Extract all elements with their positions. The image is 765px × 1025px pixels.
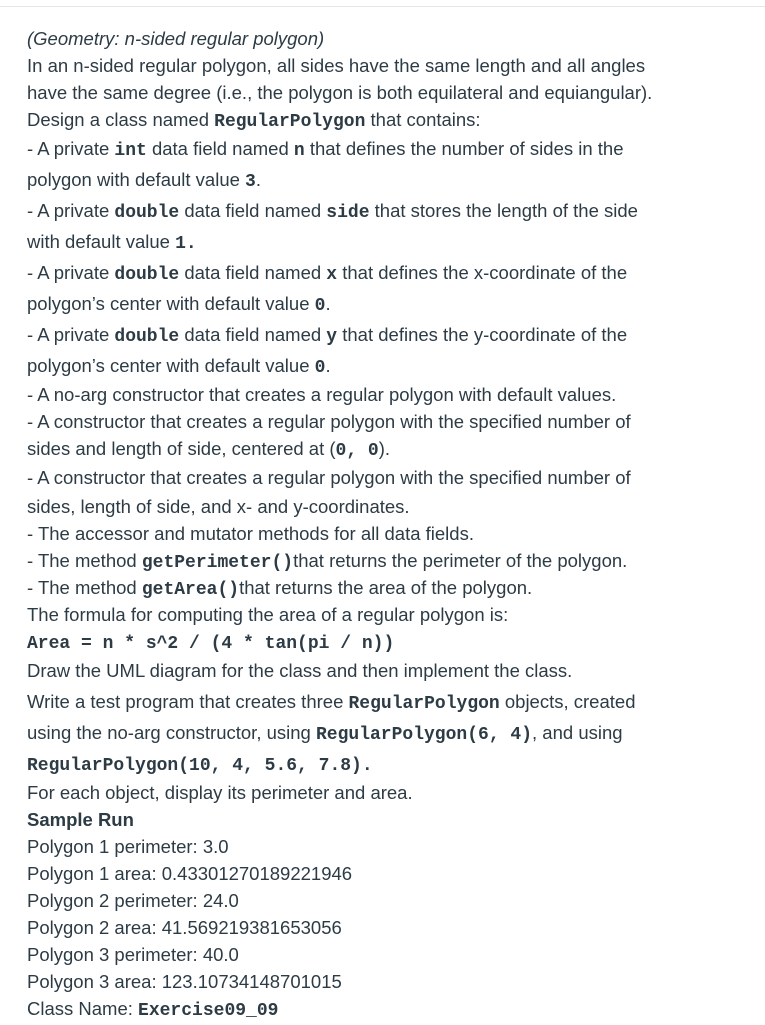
text: - A private (27, 262, 115, 283)
text: ). (378, 438, 391, 459)
constructor-3-line-1: - A constructor that creates a regular polygon with the specified number of (27, 467, 631, 488)
text: Write a test program that creates three (27, 691, 349, 712)
field-side-cont (27, 226, 747, 257)
text: , and using (532, 722, 623, 743)
text: that returns the perimeter of the polygon. (293, 550, 628, 571)
value-code: 1. (175, 234, 197, 254)
text: that defines the number of sides in the (304, 138, 624, 159)
value-code: 0 (314, 358, 326, 378)
value-code: 0 (314, 296, 326, 316)
sample-run-heading: Sample Run (27, 809, 134, 830)
sample-output-line: Polygon 1 perimeter: 3.0 (27, 836, 229, 857)
type-code: double (114, 265, 180, 285)
class-name-line (27, 995, 747, 1022)
text: data field named (179, 262, 327, 283)
text: polygon’s center with default value (27, 293, 315, 314)
formula-code: Area = n * s^2 / (4 * tan(pi / n)) (27, 634, 395, 654)
class-name-code: Exercise09_09 (138, 1001, 279, 1021)
field-n-cont (27, 164, 747, 195)
method-code: getArea() (141, 580, 240, 600)
exercise-document (27, 25, 747, 1022)
text: that defines the x-coordinate of the (337, 262, 628, 283)
field-code: side (326, 203, 370, 223)
constructor-3-line-2: sides, length of side, and x- and y-coordinates. (27, 496, 410, 517)
text: that stores the length of the side (369, 200, 638, 221)
text: - A private (27, 138, 115, 159)
display-line: For each object, display its perimeter and area. (27, 782, 413, 803)
text: that returns the area of the polygon. (239, 577, 533, 598)
test-line-2 (27, 717, 747, 748)
intro-line-1: In an n-sided regular polygon, all sides have the same length and all angles (27, 55, 646, 76)
field-code: y (326, 327, 338, 347)
constructor-call-code: RegularPolygon(10, 4, 5.6, 7.8). (27, 756, 373, 776)
method-code: getPerimeter() (141, 553, 294, 573)
field-x-cont (27, 288, 747, 319)
accessor-mutator-line: - The accessor and mutator methods for all data fields. (27, 523, 474, 544)
field-n-line (27, 133, 747, 164)
text: data field named (179, 324, 327, 345)
text: that contains: (365, 109, 481, 130)
class-name-code: RegularPolygon (214, 112, 366, 132)
sample-output-line: Polygon 3 perimeter: 40.0 (27, 944, 239, 965)
field-y-line (27, 319, 747, 350)
coords-code: 0, 0 (335, 441, 379, 461)
top-divider (0, 6, 765, 7)
constructor-2-line-1: - A constructor that creates a regular polygon with the specified number of (27, 411, 631, 432)
constructor-2-line-2 (27, 435, 747, 462)
type-code: int (114, 141, 147, 161)
sample-output-line: Polygon 2 area: 41.569219381653056 (27, 917, 342, 938)
text: objects, created (499, 691, 636, 712)
uml-line: Draw the UML diagram for the class and then implement the class. (27, 660, 573, 681)
get-perimeter-line (27, 547, 747, 574)
type-code: double (114, 203, 180, 223)
sample-output-line: Polygon 1 area: 0.43301270189221946 (27, 863, 353, 884)
field-code: n (293, 141, 305, 161)
text: data field named (179, 200, 327, 221)
text: . (325, 293, 331, 314)
text: that defines the y-coordinate of the (337, 324, 628, 345)
value-code: 3 (245, 172, 256, 192)
get-area-line (27, 574, 747, 601)
area-formula (27, 628, 747, 655)
field-side-line (27, 195, 747, 226)
test-line-3 (27, 748, 747, 779)
formula-label: The formula for computing the area of a regular polygon is: (27, 604, 509, 625)
type-code: double (114, 327, 180, 347)
class-name-code: RegularPolygon (348, 694, 500, 714)
field-y-cont (27, 350, 747, 381)
text: using the no-arg constructor, using (27, 722, 316, 743)
text: polygon’s center with default value (27, 355, 315, 376)
intro-line-2: have the same degree (i.e., the polygon is both equilateral and equiangular). (27, 82, 653, 103)
field-x-line (27, 257, 747, 288)
sample-output-line: Polygon 2 perimeter: 24.0 (27, 890, 239, 911)
text: . (255, 169, 261, 190)
text: polygon with default value (27, 169, 246, 190)
text: Design a class named (27, 109, 215, 130)
text: . (325, 355, 331, 376)
text: - A private (27, 324, 115, 345)
text: - The method (27, 577, 142, 598)
design-line (27, 106, 747, 133)
field-code: x (326, 265, 338, 285)
test-line-1 (27, 686, 747, 717)
sample-output-line: Polygon 3 area: 123.10734148701015 (27, 971, 342, 992)
text: - The method (27, 550, 142, 571)
constructor-noarg: - A no-arg constructor that creates a regular polygon with default values. (27, 384, 617, 405)
text: - A private (27, 200, 115, 221)
constructor-call-code: RegularPolygon(6, 4) (315, 725, 533, 745)
text: Class Name: (27, 998, 139, 1019)
exercise-title: (Geometry: n-sided regular polygon) (27, 28, 325, 49)
text: with default value (27, 231, 176, 252)
text: data field named (146, 138, 294, 159)
text: sides and length of side, centered at ( (27, 438, 336, 459)
